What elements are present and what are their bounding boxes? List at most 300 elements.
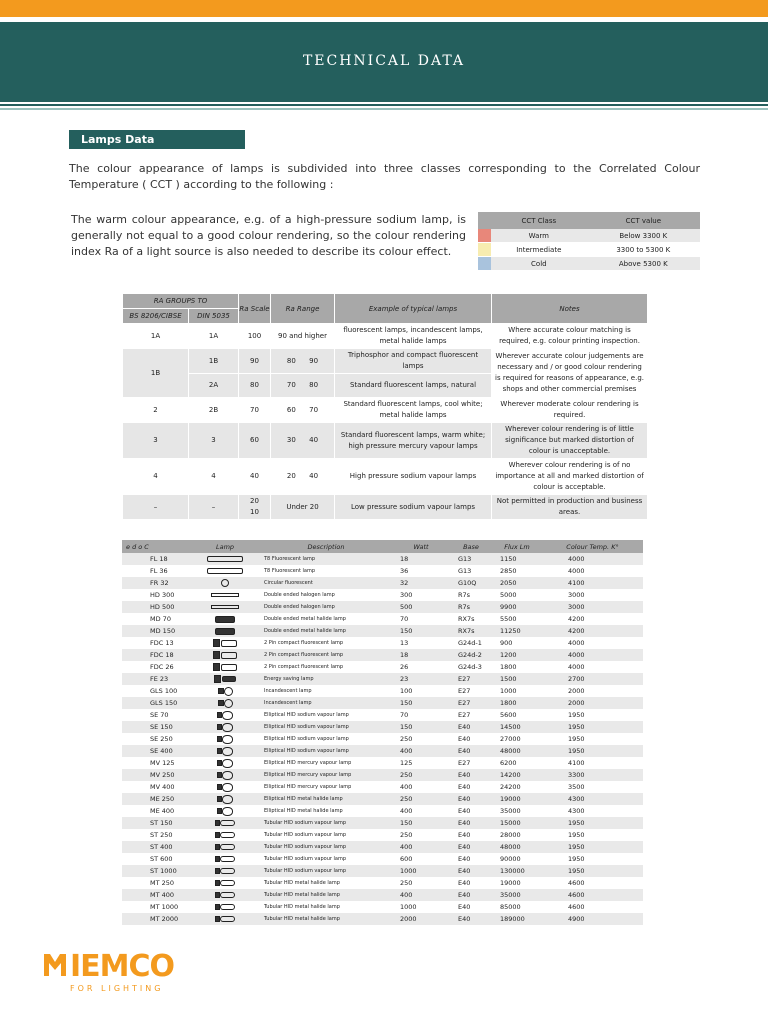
ra-group-header: RA GROUPS TO: [123, 294, 239, 309]
lamp-colour-temp: 4600: [542, 877, 643, 889]
lamp-colour-temp: 4100: [542, 757, 643, 769]
ra-range: 80 90: [271, 349, 335, 374]
header-divider-light: [0, 108, 768, 110]
lamp-code: ME 250: [122, 793, 190, 805]
page-header: [0, 22, 768, 102]
lamp-base: E27: [450, 685, 492, 697]
lamp-watt: 500: [392, 601, 450, 613]
lamp-flux: 189000: [492, 913, 542, 925]
lamp-code: ME 400: [122, 805, 190, 817]
lamp-flux: 1800: [492, 697, 542, 709]
ellip-lamp-icon: [190, 733, 260, 745]
ra-range: 60 70: [271, 398, 335, 423]
lamp-code: GLS 100: [122, 685, 190, 697]
lamp-flux: 1800: [492, 661, 542, 673]
ra-scale: 90: [239, 349, 271, 374]
lamp-row: [122, 805, 643, 817]
lamp-watt: 250: [392, 877, 450, 889]
lamp-row: [122, 601, 643, 613]
lamp-row: [122, 901, 643, 913]
ra-bs: 2: [123, 398, 189, 423]
lamp-row: [122, 673, 643, 685]
ra-din: 2A: [189, 374, 239, 398]
lamp-flux: 15000: [492, 817, 542, 829]
lamp-row: [122, 781, 643, 793]
ra-example: Standard fluorescent lamps, warm white; high pressure mercury vapour lamps: [335, 423, 492, 459]
lamp-flux: 19000: [492, 793, 542, 805]
intro-text: The colour appearance of lamps is subdivided into three classes corresponding to the Correlated Colour Temperature ( CCT ) according to the following :: [69, 162, 700, 191]
cct-class: Warm: [491, 229, 587, 243]
lamp-row: [122, 841, 643, 853]
lamp-description: Incandescent lamp: [260, 697, 392, 709]
lamp-base: E40: [450, 841, 492, 853]
lamp-description: Tubular HID metal halide lamp: [260, 877, 392, 889]
cct-value-header: CCT value: [587, 212, 700, 229]
header-divider: [0, 104, 768, 106]
lamp-code: HD 300: [122, 589, 190, 601]
lamp-code: ST 150: [122, 817, 190, 829]
ra-bs: –: [123, 495, 189, 520]
ring-lamp-icon: [190, 577, 260, 589]
lamp-base: E27: [450, 757, 492, 769]
tubular-lamp-icon: [190, 901, 260, 913]
lamp-base: E40: [450, 805, 492, 817]
ellip-lamp-icon: [190, 709, 260, 721]
lamp-watt: 250: [392, 793, 450, 805]
lamp-flux: 85000: [492, 901, 542, 913]
ra-notes: Wherever accurate colour judgements are necessary and / or good colour rendering is required for reasons of appearance, e.g. shops and other commercial premises: [492, 349, 648, 398]
lamp-watt: 1000: [392, 865, 450, 877]
lamp-row: [122, 625, 643, 637]
lamp-description: T8 Fluorescent lamp: [260, 565, 392, 577]
lamp-row: [122, 829, 643, 841]
ra-scale: 60: [239, 423, 271, 459]
lamp-row: [122, 745, 643, 757]
lamp-colour-temp: 3000: [542, 589, 643, 601]
ra-notes: Wherever colour rendering is of no importance at all and marked distortion of colour is acceptable.: [492, 459, 648, 495]
lamp-base: G13: [450, 553, 492, 565]
lamp-flux: 14500: [492, 721, 542, 733]
lamp-code: MT 2000: [122, 913, 190, 925]
lamp-code: FL 18: [122, 553, 190, 565]
lamp-base: G24d-1: [450, 637, 492, 649]
lamp-code: ST 400: [122, 841, 190, 853]
lamp-flux: 5500: [492, 613, 542, 625]
lamp-row: [122, 769, 643, 781]
lamp-row: [122, 721, 643, 733]
cct-swatch-header: [478, 212, 491, 229]
top-accent-bar: [0, 0, 768, 17]
ellip-lamp-icon: [190, 781, 260, 793]
lamp-base: G24d-2: [450, 649, 492, 661]
lamp-row: [122, 853, 643, 865]
lamp-colour-temp: 2000: [542, 685, 643, 697]
lamp-colour-temp: 4200: [542, 613, 643, 625]
lamp-watt: 150: [392, 817, 450, 829]
ra-row: [123, 398, 648, 423]
cct-value: Below 3300 K: [587, 229, 700, 243]
ra-scale: 20 10: [239, 495, 271, 520]
lamp-watt: 23: [392, 673, 450, 685]
tube-lamp-icon: [190, 553, 260, 565]
ra-range: 20 40: [271, 459, 335, 495]
lamp-code: FDC 26: [122, 661, 190, 673]
lamp-base: E40: [450, 781, 492, 793]
lamp-code: SE 150: [122, 721, 190, 733]
lamp-watt: 70: [392, 709, 450, 721]
cct-class: Intermediate: [491, 243, 587, 257]
lamp-watt: 13: [392, 637, 450, 649]
lamp-description: 2 Pin compact fluorescent lamp: [260, 661, 392, 673]
lamp-row: [122, 793, 643, 805]
ra-scale: 40: [239, 459, 271, 495]
lamp-code: FL 36: [122, 565, 190, 577]
lamp-description: Tubular HID metal halide lamp: [260, 901, 392, 913]
short-lamp-icon: [190, 613, 260, 625]
lamp-description: Elliptical HID mercury vapour lamp: [260, 757, 392, 769]
lamp-watt-header: Watt: [392, 540, 450, 553]
lamp-base: E40: [450, 829, 492, 841]
ra-row: [123, 423, 648, 459]
ra-example: Triphosphor and compact fluorescent lamps: [335, 349, 492, 374]
lamp-description: Elliptical HID sodium vapour lamp: [260, 721, 392, 733]
lamp-description: Tubular HID sodium vapour lamp: [260, 865, 392, 877]
logo-mark-icon: [42, 952, 68, 978]
lamp-base: E40: [450, 853, 492, 865]
lamp-watt: 300: [392, 589, 450, 601]
ra-range: 90 and higher: [271, 324, 335, 349]
lamp-colour-temp: 4000: [542, 553, 643, 565]
lamp-watt: 18: [392, 649, 450, 661]
ra-example: fluorescent lamps, incandescent lamps, metal halide lamps: [335, 324, 492, 349]
lamp-row: [122, 565, 643, 577]
lamp-colour-temp: 4000: [542, 661, 643, 673]
ra-din: 4: [189, 459, 239, 495]
tubular-lamp-icon: [190, 865, 260, 877]
tubular-lamp-icon: [190, 853, 260, 865]
lamp-row: [122, 685, 643, 697]
lamp-watt: 400: [392, 805, 450, 817]
lamp-colour-temp: 4100: [542, 577, 643, 589]
lamp-code: GLS 150: [122, 697, 190, 709]
page-title: TECHNICAL DATA: [302, 53, 466, 69]
lamp-colour-temp: 3000: [542, 601, 643, 613]
lamp-code: MV 400: [122, 781, 190, 793]
lamp-watt: 400: [392, 781, 450, 793]
lamp-code: ST 250: [122, 829, 190, 841]
lamp-colour-temp: 4000: [542, 565, 643, 577]
compact-lamp-icon: [190, 661, 260, 673]
double-lamp-icon: [190, 589, 260, 601]
ra-notes: Not permitted in production and business areas.: [492, 495, 648, 520]
lamp-code: MT 400: [122, 889, 190, 901]
logo-tagline: FOR LIGHTING: [70, 984, 164, 993]
lamp-row: [122, 865, 643, 877]
lamp-code: MV 125: [122, 757, 190, 769]
ra-notes-header: Notes: [492, 294, 648, 324]
ra-scale: 70: [239, 398, 271, 423]
compact-lamp-icon: [190, 649, 260, 661]
ra-row: [123, 495, 648, 520]
lamp-data-table: [122, 540, 643, 925]
lamp-row: [122, 697, 643, 709]
lamp-watt: 150: [392, 625, 450, 637]
lamp-base: G24d-3: [450, 661, 492, 673]
lamp-base: G10Q: [450, 577, 492, 589]
lamp-flux: 35000: [492, 805, 542, 817]
iemco-logo: [42, 949, 175, 993]
lamp-base: G13: [450, 565, 492, 577]
cct-swatch: [478, 243, 491, 257]
lamp-description: Double ended metal halide lamp: [260, 625, 392, 637]
lamp-colour-temp: 4900: [542, 913, 643, 925]
lamp-row: [122, 733, 643, 745]
lamp-flux: 1200: [492, 649, 542, 661]
lamp-description: Circular fluorescent: [260, 577, 392, 589]
lamp-colour-temp: 1950: [542, 841, 643, 853]
section-label: Lamps Data: [69, 130, 245, 149]
lamp-watt: 600: [392, 853, 450, 865]
lamp-code: MD 70: [122, 613, 190, 625]
lamp-code: FDC 13: [122, 637, 190, 649]
bulb-lamp-icon: [190, 685, 260, 697]
ellip-lamp-icon: [190, 769, 260, 781]
cct-value: 3300 to 5300 K: [587, 243, 700, 257]
lamp-description: 2 Pin compact fluorescent lamp: [260, 649, 392, 661]
lamp-watt: 32: [392, 577, 450, 589]
colour-rendering-paragraph: The warm colour appearance, e.g. of a high-pressure sodium lamp, is generally not equal to a good colour rendering, so the colour rendering index Ra of a light source is also needed to describe its colour effect.: [71, 213, 466, 258]
cct-class-header: CCT Class: [491, 212, 587, 229]
lamp-icon-header: Lamp: [190, 540, 260, 553]
ellip-lamp-icon: [190, 757, 260, 769]
lamp-watt: 250: [392, 733, 450, 745]
lamp-watt: 26: [392, 661, 450, 673]
lamp-flux: 2050: [492, 577, 542, 589]
ra-example: Standard fluorescent lamps, cool white; metal halide lamps: [335, 398, 492, 423]
tubular-lamp-icon: [190, 829, 260, 841]
logo-word: IEMCO: [70, 949, 175, 984]
lamp-code: FR 32: [122, 577, 190, 589]
lamp-code: MT 250: [122, 877, 190, 889]
lamp-row: [122, 649, 643, 661]
lamp-description: Double ended halogen lamp: [260, 601, 392, 613]
lamp-flux: 27000: [492, 733, 542, 745]
lamp-watt: 36: [392, 565, 450, 577]
lamp-row: [122, 889, 643, 901]
lamp-description: T8 Fluorescent lamp: [260, 553, 392, 565]
lamp-row: [122, 613, 643, 625]
lamp-watt: 250: [392, 769, 450, 781]
lamp-base: E40: [450, 769, 492, 781]
lamp-flux: 1500: [492, 673, 542, 685]
cct-swatch: [478, 229, 491, 243]
ra-bs: 3: [123, 423, 189, 459]
ra-row: [123, 459, 648, 495]
lamp-colour-temp: 4000: [542, 649, 643, 661]
lamp-colour-temp: 1950: [542, 745, 643, 757]
ra-range: Under 20: [271, 495, 335, 520]
ra-notes: Wherever colour rendering is of little significance but marked distortion of colour is unacceptable.: [492, 423, 648, 459]
compact-lamp-icon: [190, 637, 260, 649]
lamp-description: Elliptical HID mercury vapour lamp: [260, 769, 392, 781]
lamp-flux: 90000: [492, 853, 542, 865]
lamp-base: RX7s: [450, 613, 492, 625]
lamp-watt: 125: [392, 757, 450, 769]
ra-example: High pressure sodium vapour lamps: [335, 459, 492, 495]
ra-scale: 100: [239, 324, 271, 349]
lamp-flux: 1150: [492, 553, 542, 565]
ellip-lamp-icon: [190, 745, 260, 757]
lamp-colour-temp: 1950: [542, 817, 643, 829]
bulb-lamp-icon: [190, 697, 260, 709]
ra-groups-table: [122, 293, 648, 520]
lamp-description: Tubular HID sodium vapour lamp: [260, 841, 392, 853]
lamp-flux-header: Flux Lm: [492, 540, 542, 553]
lamp-watt: 400: [392, 889, 450, 901]
ra-din: –: [189, 495, 239, 520]
lamp-watt: 400: [392, 841, 450, 853]
lamp-description: Tubular HID sodium vapour lamp: [260, 829, 392, 841]
lamp-description: Tubular HID metal halide lamp: [260, 913, 392, 925]
lamp-description: Double ended metal halide lamp: [260, 613, 392, 625]
cct-class: Cold: [491, 257, 587, 271]
lamp-code: FE 23: [122, 673, 190, 685]
lamp-code: ST 1000: [122, 865, 190, 877]
lamp-colour-temp: 4000: [542, 637, 643, 649]
logo-wordmark: [42, 949, 175, 984]
lamp-colour-temp: 1950: [542, 709, 643, 721]
ra-din: 1B: [189, 349, 239, 374]
lamp-base: R7s: [450, 589, 492, 601]
lamp-row: [122, 757, 643, 769]
lamp-base: E40: [450, 901, 492, 913]
lamp-base-header: Base: [450, 540, 492, 553]
tubular-lamp-icon: [190, 817, 260, 829]
ra-example: Low pressure sodium vapour lamps: [335, 495, 492, 520]
short-lamp-icon: [190, 625, 260, 637]
lamp-colour-temp: 4600: [542, 901, 643, 913]
lamp-flux: 11250: [492, 625, 542, 637]
lamp-description: Tubular HID sodium vapour lamp: [260, 853, 392, 865]
ra-range: 30 40: [271, 423, 335, 459]
lamp-base: E40: [450, 745, 492, 757]
ra-row: [123, 324, 648, 349]
lamp-colour-temp: 4300: [542, 793, 643, 805]
lamp-code: MV 250: [122, 769, 190, 781]
lamp-row: [122, 637, 643, 649]
ra-range: 70 80: [271, 374, 335, 398]
lamp-base: E40: [450, 733, 492, 745]
ra-bs: 4: [123, 459, 189, 495]
lamp-flux: 19000: [492, 877, 542, 889]
lamp-flux: 5000: [492, 589, 542, 601]
lamp-code: MD 150: [122, 625, 190, 637]
lamp-row: [122, 877, 643, 889]
lamp-description: Elliptical HID mercury vapour lamp: [260, 781, 392, 793]
cct-swatch: [478, 257, 491, 271]
lamp-code: FDC 18: [122, 649, 190, 661]
lamp-base: RX7s: [450, 625, 492, 637]
tubular-lamp-icon: [190, 877, 260, 889]
lamp-flux: 48000: [492, 745, 542, 757]
lamp-colour-temp: 1950: [542, 721, 643, 733]
lamp-flux: 5600: [492, 709, 542, 721]
lamp-description: Tubular HID metal halide lamp: [260, 889, 392, 901]
lamp-code: SE 250: [122, 733, 190, 745]
lamp-colour-temp: 1950: [542, 829, 643, 841]
ra-bs-header: BS 8206/CIBSE: [123, 309, 189, 324]
lamp-watt: 70: [392, 613, 450, 625]
lamp-base: E27: [450, 673, 492, 685]
lamp-flux: 2850: [492, 565, 542, 577]
lamp-flux: 14200: [492, 769, 542, 781]
ra-din: 1A: [189, 324, 239, 349]
lamp-flux: 6200: [492, 757, 542, 769]
lamp-flux: 35000: [492, 889, 542, 901]
lamp-base: E40: [450, 889, 492, 901]
lamp-colour-temp: 2000: [542, 697, 643, 709]
lamp-colour-temp: 4300: [542, 805, 643, 817]
lamp-row: [122, 817, 643, 829]
lamp-temp-header: Colour Temp. K°: [542, 540, 643, 553]
lamp-description: Elliptical HID sodium vapour lamp: [260, 709, 392, 721]
lamp-description: Double ended halogen lamp: [260, 589, 392, 601]
lamp-colour-temp: 4600: [542, 889, 643, 901]
lamp-colour-temp: 1950: [542, 853, 643, 865]
lamp-colour-temp: 4200: [542, 625, 643, 637]
lamp-description: Elliptical HID metal halide lamp: [260, 793, 392, 805]
lamp-description: Incandescent lamp: [260, 685, 392, 697]
lamp-colour-temp: 3300: [542, 769, 643, 781]
ra-notes: Wherever moderate colour rendering is required.: [492, 398, 648, 423]
lamp-flux: 24200: [492, 781, 542, 793]
lamp-watt: 2000: [392, 913, 450, 925]
tube-lamp-icon: [190, 565, 260, 577]
lamp-code: ST 600: [122, 853, 190, 865]
lamp-base: E27: [450, 709, 492, 721]
ra-bs: 1A: [123, 324, 189, 349]
tubular-lamp-icon: [190, 889, 260, 901]
lamp-description: Elliptical HID sodium vapour lamp: [260, 745, 392, 757]
cct-value: Above 5300 K: [587, 257, 700, 271]
lamp-code: SE 400: [122, 745, 190, 757]
lamp-flux: 130000: [492, 865, 542, 877]
lamp-flux: 900: [492, 637, 542, 649]
lamp-colour-temp: 3500: [542, 781, 643, 793]
lamp-code-header: e d o C: [122, 540, 190, 553]
lamp-base: E40: [450, 877, 492, 889]
lamp-watt: 150: [392, 721, 450, 733]
cct-row: [478, 229, 700, 243]
lamp-colour-temp: 2700: [542, 673, 643, 685]
lamp-flux: 1000: [492, 685, 542, 697]
ra-range-header: Ra Range: [271, 294, 335, 324]
lamp-base: E40: [450, 865, 492, 877]
ellip-lamp-icon: [190, 721, 260, 733]
lamp-watt: 250: [392, 829, 450, 841]
lamp-colour-temp: 1950: [542, 733, 643, 745]
lamp-base: E27: [450, 697, 492, 709]
ra-din: 2B: [189, 398, 239, 423]
lamp-row: [122, 553, 643, 565]
ra-scale: 80: [239, 374, 271, 398]
lamp-row: [122, 913, 643, 925]
ra-example: Standard fluorescent lamps, natural: [335, 374, 492, 398]
tubular-lamp-icon: [190, 841, 260, 853]
cct-table: [478, 212, 700, 271]
lamp-description: Elliptical HID sodium vapour lamp: [260, 733, 392, 745]
ra-example-header: Example of typical lamps: [335, 294, 492, 324]
